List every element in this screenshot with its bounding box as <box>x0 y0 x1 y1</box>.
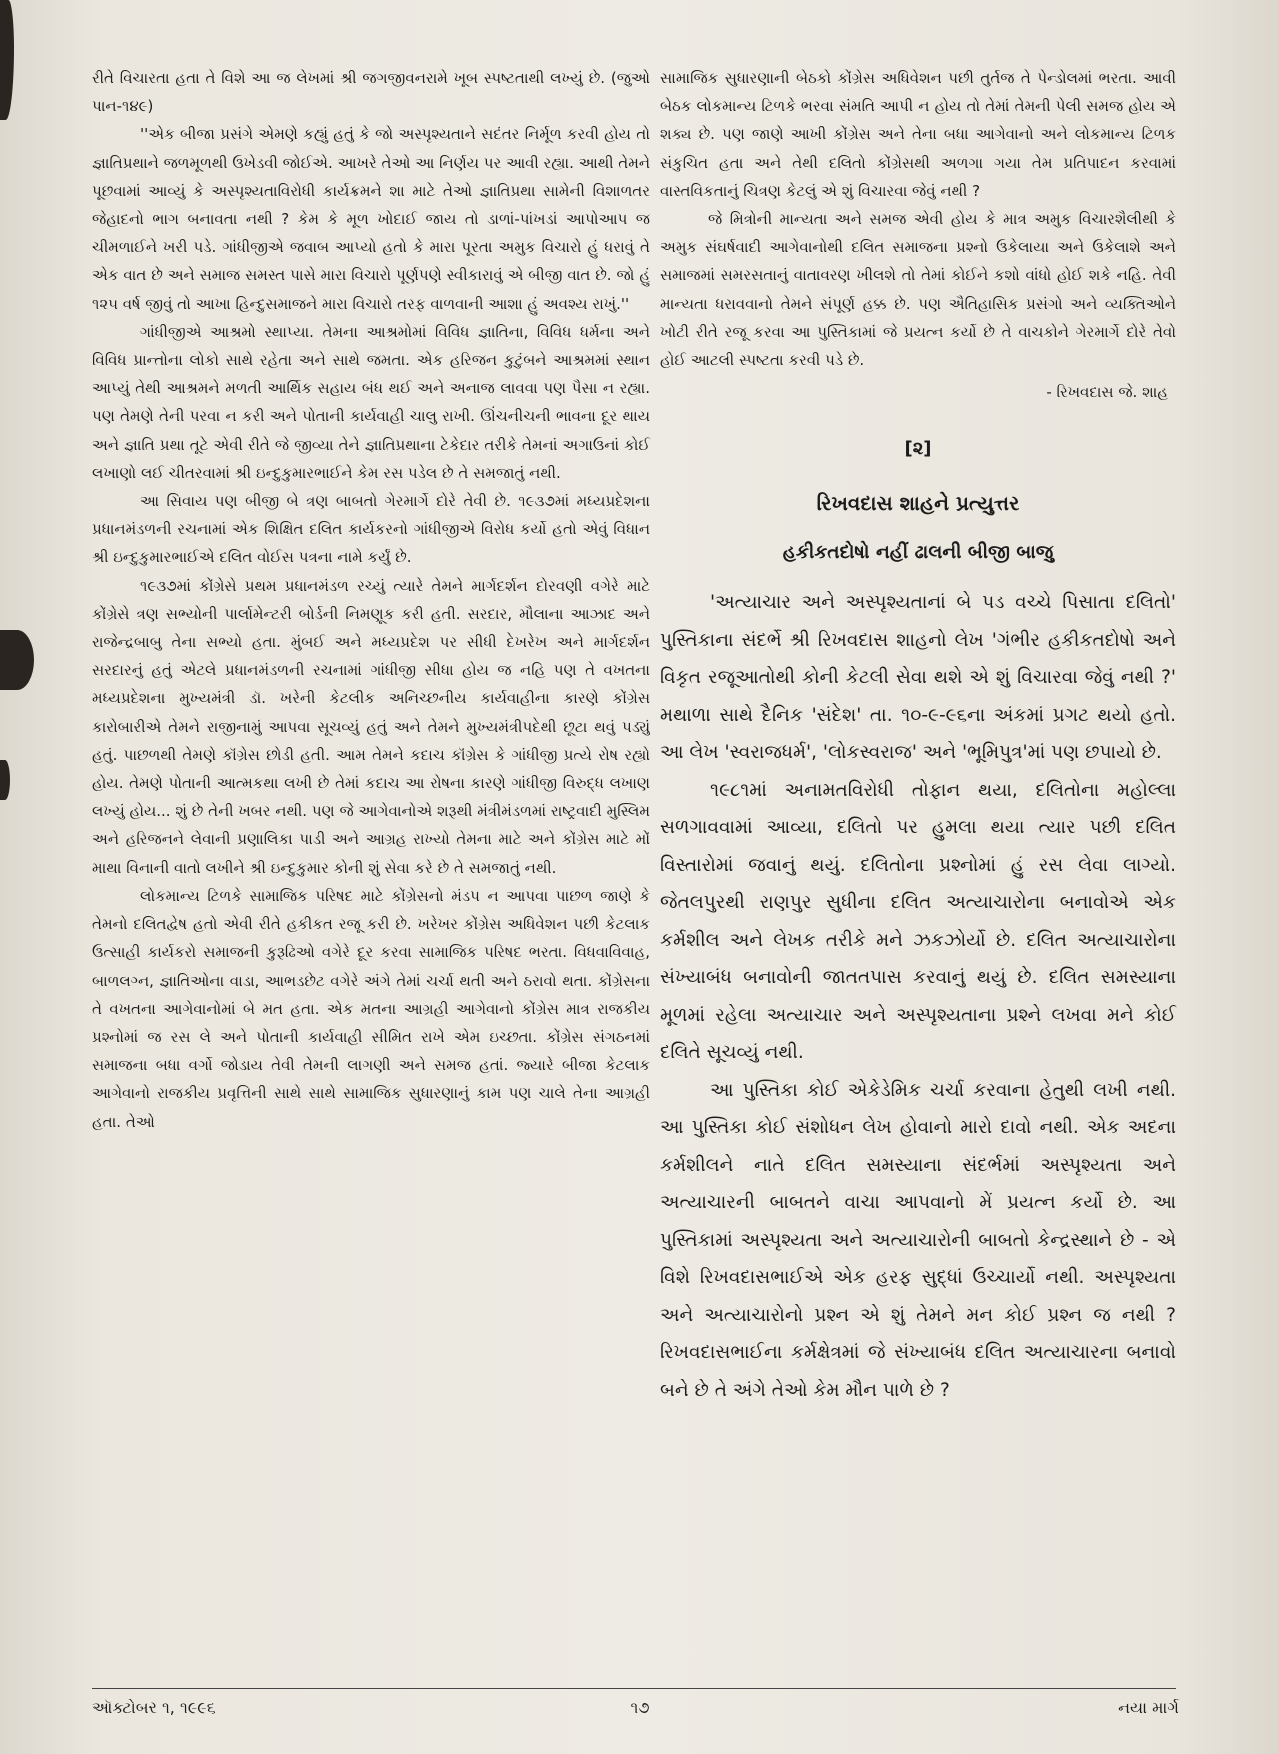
paragraph: જે મિત્રોની માન્યતા અને સમજ એવી હોય કે માત્ર અમુક વિચારશૈલીથી કે અમુક સંઘર્ષવાદી આગેવાનોથી દલિત સમાજના પ્રશ્નો ઉકેલાયા અને ઉકેલાશે અને સમાજમાં સમરસતાનું વાતાવરણ ખીલશે તો તેમાં કોઈને કશો વાંધો હોઈ શકે નહિ. તેવી માન્યતા ધરાવવાનો તેમને સંપૂર્ણ હક્ક છે. પણ ઐતિહાસિક પ્રસંગો અને વ્યક્તિઓને ખોટી રીતે રજૂ કરવા આ પુસ્તિકામાં જે પ્રયત્ન કર્યો છે તે વાચકોને ગેરમાર્ગે દોરે તેવો હોઈ આટલી સ્પષ્ટતા કરવી પડે છે. <box>660 210 1176 370</box>
paragraph: સામાજિક સુધારણાની બેઠકો કોંગ્રેસ અધિવેશન પછી તુર્તજ તે પેન્ડોલમાં ભરતા. આવી બેઠક લોકમાન્ય ટિળકે ભરવા સંમતિ આપી ન હોય તો તેમાં તેમની પેલી સમજ હોય એ શક્ય છે. પણ જાણે આખી કોંગ્રેસ અને તેના બધા આગેવાનો અને લોકમાન્ય ટિળક સંકુચિત હતા અને તેથી દલિતો કોંગ્રેસથી અળગા ગયા તેમ પ્રતિપાદન કરવામાં વાસ્તવિકતાનું ચિત્રણ કેટલું એ શું વિચારવા જેવું નથી ? <box>660 69 1176 200</box>
paragraph: 'અત્યાચાર અને અસ્પૃશ્યતાનાં બે પડ વચ્ચે પિસાતા દલિતો' પુસ્તિકાના સંદર્ભે શ્રી રિખવદાસ શાહનો લેખ 'ગંભીર હકીકતદોષો અને વિકૃત રજૂઆતોથી કોની કેટલી સેવા થશે એ શું વિચારવા જેવું નથી ?' મથાળા સાથે દૈનિક 'સંદેશ' તા. ૧૦-૯-૯૬ના અંકમાં પ્રગટ થયો હતો. આ લેખ 'સ્વરાજધર્મ', 'લોકસ્વરાજ' અને 'ભૂમિપુત્ર'માં પણ છપાયો છે. <box>660 592 1176 764</box>
page-tear-low <box>0 760 10 800</box>
section-number: [૨] <box>904 438 932 460</box>
paragraph: લોકમાન્ય ટિળકે સામાજિક પરિષદ માટે કોંગ્રેસનો મંડપ ન આપવા પાછળ જાણે કે તેમનો દલિતદ્વેષ હતો એવી રીતે હકીકત રજૂ કરી છે. ખરેખર કોંગ્રેસ અધિવેશન પછી કેટલાક ઉત્સાહી કાર્યકરો સમાજની કુરૂઢિઓ વગેરે દૂર કરવા સામાજિક પરિષદ ભરતા. વિધવાવિવાહ, બાળલગ્ન, જ્ઞાતિઓના વાડા, આભડછેટ વગેરે અંગે તેમાં ચર્ચા થતી અને ઠરાવો થતા. કોંગ્રેસના તે વખતના આગેવાનોમાં બે મત હતા. એક મતના આગ્રહી આગેવાનો કોંગ્રેસ માત્ર રાજકીય પ્રશ્નોમાં જ રસ લે અને પોતાની કાર્યવાહી સીમિત રાખે એમ ઇચ્છતા. કોંગ્રેસ સંગઠનમાં સમાજના બધા વર્ગો જોડાય તેવી તેમની લાગણી અને સમજ હતાં. જ્યારે બીજા કેટલાક આગેવાનો રાજકીય પ્રવૃત્તિની સાથે સાથે સામાજિક સુધારણાનું કામ પણ ચાલે તેના આગ્રહી હતા. તેઓ <box>92 886 650 1131</box>
author-signature: - રિખવદાસ જે. શાહ <box>1046 383 1168 402</box>
left-column <box>92 64 650 1136</box>
section-title: રિખવદાસ શાહને પ્રત્યુત્તર <box>816 491 1020 516</box>
page-tear-top <box>0 0 14 120</box>
page-number: ૧૭ <box>630 1698 650 1717</box>
paragraph: ગાંધીજીએ આશ્રમો સ્થાપ્યા. તેમના આશ્રમોમાં વિવિધ જ્ઞાતિના, વિવિધ ધર્મના અને વિવિધ પ્રાન્તોના લોકો સાથે રહેતા અને સાથે જમતા. એક હરિજન કુટુંબને આશ્રમમાં સ્થાન આપ્યું તેથી આશ્રમને મળતી આર્થિક સહાય બંધ થઈ અને અનાજ લાવવા પણ પૈસા ન રહ્યા. પણ તેમણે તેની પરવા ન કરી અને પોતાની કાર્યવાહી ચાલુ રાખી. ઊંચનીચની ભાવના દૂર થાય અને જ્ઞાતિ પ્રથા તૂટે એવી રીતે જે જીવ્યા તેને જ્ઞાતિપ્રથાના ટેકેદાર તરીકે તેમનાં અગાઉનાં કોઈ લખાણો લઈ ચીતરવામાં શ્રી ઇન્દુકુમારભાઈને કેમ રસ પડેલ છે તે સમજાતું નથી. <box>92 322 650 482</box>
paragraph: ૧૯૩૭માં કોંગ્રેસે પ્રથમ પ્રધાનમંડળ રચ્યું ત્યારે તેમને માર્ગદર્શન દોરવણી વગેરે માટે કોંગ્રેસે ત્રણ સભ્યોની પાર્લામેન્ટરી બોર્ડની નિમણૂક કરી હતી. સરદાર, મૌલાના આઝાદ અને રાજેન્દ્રબાબુ તેના સભ્યો હતા. મુંબઈ અને મધ્યપ્રદેશ પર સીધી દેખરેખ અને માર્ગદર્શન સરદારનું હતું એટલે પ્રધાનમંડળની રચનામાં ગાંધીજી સીધા હોય જ નહિ પણ તે વખતના મધ્યપ્રદેશના મુખ્યમંત્રી ડૉ. ખરેની કેટલીક અનિચ્છનીય કાર્યવાહીના કારણે કોંગ્રેસ કારોબારીએ તેમને રાજીનામું આપવા સૂચવ્યું હતું અને તેમને મુખ્યમંત્રીપદેથી છૂટા થવું પડ્યું હતું. પાછળથી તેમણે કૉંગ્રેસ છોડી હતી. આમ તેમને કદાચ કૉંગ્રેસ કે ગાંધીજી પ્રત્યે રોષ રહ્યો હોય. તેમણે પોતાની આત્મકથા લખી છે તેમાં કદાચ આ રોષના કારણે ગાંધીજી વિરુદ્ધ લખાણ લખ્યું હોય... શું છે તેની ખબર નથી. પણ જે આગેવાનોએ શરૂથી મંત્રીમંડળમાં રાષ્ટ્રવાદી મુસ્લિમ અને હરિજનને લેવાની પ્રણાલિકા પાડી અને આગ્રહ રાખ્યો તેમના માટે અને કોંગ્રેસ માટે મોં માથા વિનાની વાતો લખીને શ્રી ઇન્દુકુમાર કોની શું સેવા કરે છે તે સમજાતું નથી. <box>92 576 650 877</box>
footer-divider <box>92 1688 1176 1689</box>
paragraph: રીતે વિચારતા હતા તે વિશે આ જ લેખમાં શ્રી જગજીવનરામે ખૂબ સ્પષ્ટતાથી લખ્યું છે. (જુઓ પાન-૧૪૯) <box>92 69 650 116</box>
paragraph: આ પુસ્તિકા કોઈ એકેડેમિક ચર્ચા કરવાના હેતુથી લખી નથી. આ પુસ્તિકા કોઈ સંશોધન લેખ હોવાનો મારો દાવો નથી. એક અદના કર્મશીલને નાતે દલિત સમસ્યાના સંદર્ભમાં અસ્પૃશ્યતા અને અત્યાચારની બાબતને વાચા આપવાનો મેં પ્રયત્ન કર્યો છે. આ પુસ્તિકામાં અસ્પૃશ્યતા અને અત્યાચારોની બાબતો કેન્દ્રસ્થાને છે - એ વિશે રિખવદાસભાઈએ એક હરફ સુદ્ધાં ઉચ્ચાર્યો નથી. અસ્પૃશ્યતા અને અત્યાચારોનો પ્રશ્ન એ શું તેમને મન કોઈ પ્રશ્ન જ નથી ? રિખવદાસભાઈના કર્મક્ષેત્રમાં જે સંખ્યાબંધ દલિત અત્યાચારના બનાવો બને છે તે અંગે તેઓ કેમ મૌન પાળે છે ? <box>660 1079 1176 1401</box>
paragraph: ''એક બીજા પ્રસંગે એમણે કહ્યું હતું કે જો અસ્પૃશ્યતાને સદંતર નિર્મૂળ કરવી હોય તો જ્ઞાતિપ્રથાને જળમૂળથી ઉખેડવી જોઈએ. આખરે તેઓ આ નિર્ણય પર આવી રહ્યા. આથી તેમને પૂછવામાં આવ્યું કે અસ્પૃશ્યતાવિરોધી કાર્યક્રમને શા માટે તેઓ જ્ઞાતિપ્રથા સામેની વિશાળતર જેહાદનો ભાગ બનાવતા નથી ? કેમ કે મૂળ ખોદાઈ જાય તો ડાળાં-પાંખડાં આપોઆપ જ ચીમળાઈને ખરી પડે. ગાંધીજીએ જવાબ આપ્યો હતો કે મારા પૂરતા અમુક વિચારો હું ધરાવું તે એક વાત છે અને સમાજ સમસ્ત પાસે મારા વિચારો પૂર્ણપણે સ્વીકારાવું એ બીજી વાત છે. જો હું ૧૨૫ વર્ષ જીવું તો આખા હિન્દુસમાજને મારા વિચારો તરફ વાળવાની આશા હું અવશ્ય રાખું.'' <box>92 125 650 313</box>
right-column <box>660 64 1176 1409</box>
paragraph: આ સિવાય પણ બીજી બે ત્રણ બાબતો ગેરમાર્ગે દોરે તેવી છે. ૧૯૩૭માં મધ્યપ્રદેશના પ્રધાનમંડળની રચનામાં એક શિક્ષિત દલિત કાર્યકરનો ગાંધીજીએ વિરોધ કર્યો હતો એવું વિધાન શ્રી ઇન્દુકુમારભાઈએ દલિત વોઈસ પત્રના નામે કર્યું છે. <box>92 492 650 567</box>
footer-date: ઑક્ટોબર ૧, ૧૯૯૬ <box>92 1698 216 1717</box>
magazine-name: નયા માર્ગ <box>1118 1698 1179 1717</box>
page-tear-mid <box>0 630 34 690</box>
section-subtitle: હકીકતદોષો નહીં ઢાલની બીજી બાજુ <box>782 542 1054 564</box>
paragraph: ૧૯૮૧માં અનામતવિરોધી તોફાન થયા, દલિતોના મહોલ્લા સળગાવવામાં આવ્યા, દલિતો પર હુમલા થયા ત્યાર પછી દલિત વિસ્તારોમાં જવાનું થયું. દલિતોના પ્રશ્નોમાં હું રસ લેવા લાગ્યો. જેતલપુરથી રાણપુર સુધીના દલિત અત્યાચારોના બનાવોએ એક કર્મશીલ અને લેખક તરીકે મને ઝકઝોર્યો છે. દલિત અત્યાચારોના સંખ્યાબંધ બનાવોની જાતતપાસ કરવાનું થયું છે. દલિત સમસ્યાના મૂળમાં રહેલા અત્યાચાર અને અસ્પૃશ્યતાના પ્રશ્ને લખવા મને કોઈ દલિતે સૂચવ્યું નથી. <box>660 779 1176 1064</box>
